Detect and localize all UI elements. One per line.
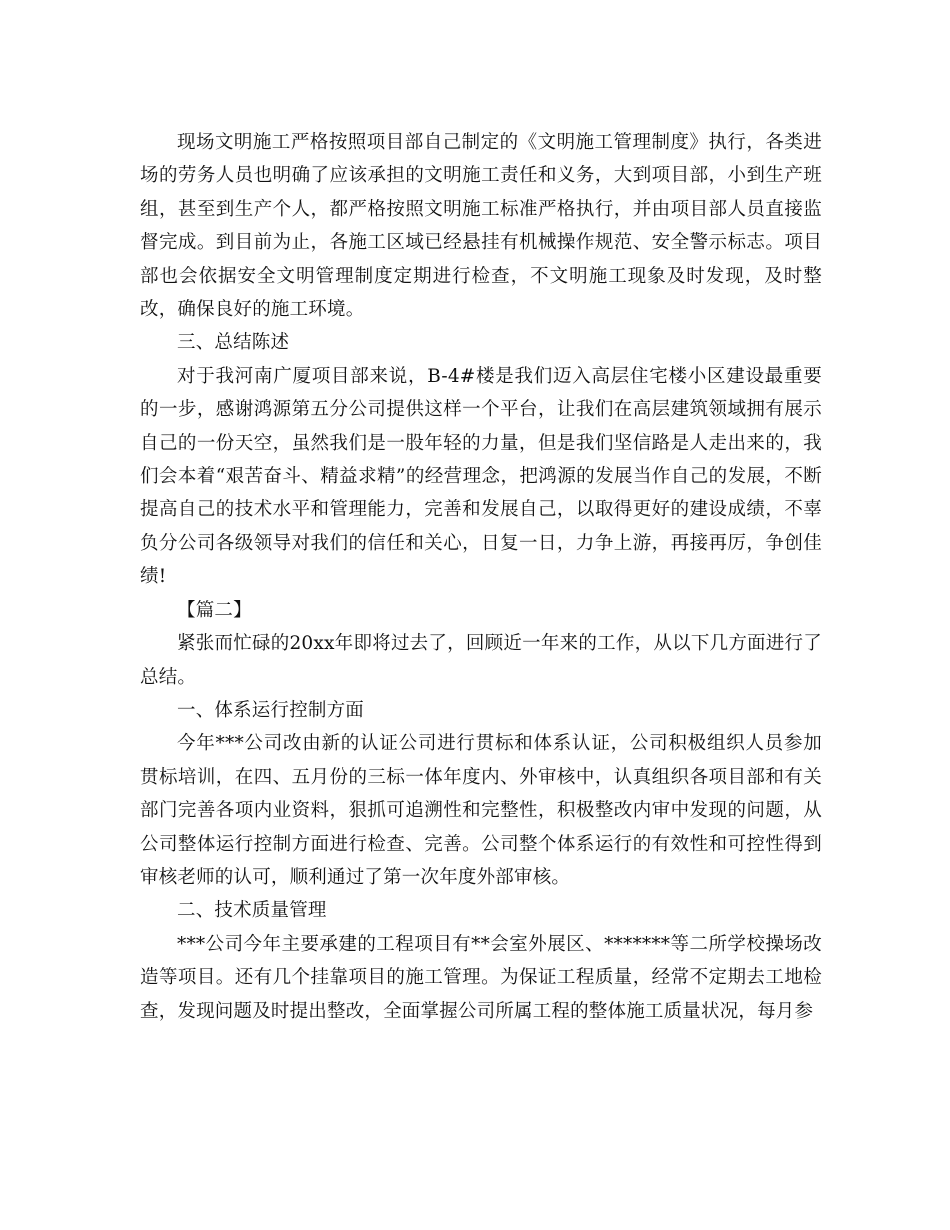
paragraph-technical-quality: ***公司今年主要承建的工程项目有**会室外展区、*******等二所学校操场改造等项目。还有几个挂靠项目的施工管理。为保证工程质量，经常不定期去工地检查，发现问题及时提出整改，全面掌握公司所属工程的整体施工质量状况，每月参 [140, 933, 822, 1022]
paragraph-civilized-construction: 现场文明施工严格按照项目部自己制定的《文明施工管理制度》执行，各类进场的劳务人员也明确了应该承担的文明施工责任和义务，大到项目部，小到生产班组，甚至到生产个人，都严格按照文明施工标准严格执行，并由项目部人员直接监督完成。到目前为止，各施工区域已经悬挂有机械操作规范、安全警示标志。项目部也会依据安全文明管理制度定期进行检查，不文明施工现象及时发现，及时整改，确保良好的施工环境。 [140, 132, 822, 321]
section-heading-technical-quality: 二、技术质量管理 [177, 900, 327, 922]
section-heading-system-control: 一、体系运行控制方面 [177, 699, 365, 721]
paragraph-year-review: 紧张而忙碌的20xx年即将过去了，回顾近一年来的工作，从以下几方面进行了总结。 [140, 633, 822, 688]
section-heading-summary: 三、总结陈述 [177, 332, 290, 354]
document-body [140, 126, 822, 1028]
part-two-heading: 【篇二】 [177, 599, 252, 621]
paragraph-summary-statement: 对于我河南广厦项目部来说，B-4#楼是我们迈入高层住宅楼小区建设最重要的一步，感谢鸿源第五分公司提供这样一个平台，让我们在高层建筑领域拥有展示自己的一份天空，虽然我们是一股年轻的力量，但是我们坚信路是人走出来的，我们会本着“艰苦奋斗、精益求精”的经营理念，把鸿源的发展当作自己的发展，不断提高自己的技术水平和管理能力，完善和发展自己，以取得更好的建设成绩，不辜负分公司各级领导对我们的信任和关心，日复一日，力争上游，再接再厉，争创佳绩! [140, 365, 822, 588]
paragraph-system-control: 今年***公司改由新的认证公司进行贯标和体系认证，公司积极组织人员参加贯标培训，在四、五月份的三标一体年度内、外审核中，认真组织各项目部和有关部门完善各项内业资料，狠抓可追溯性和完整性，积极整改内审中发现的问题，从公司整体运行控制方面进行检查、完善。公司整个体系运行的有效性和可控性得到审核老师的认可，顺利通过了第一次年度外部审核。 [140, 733, 822, 888]
